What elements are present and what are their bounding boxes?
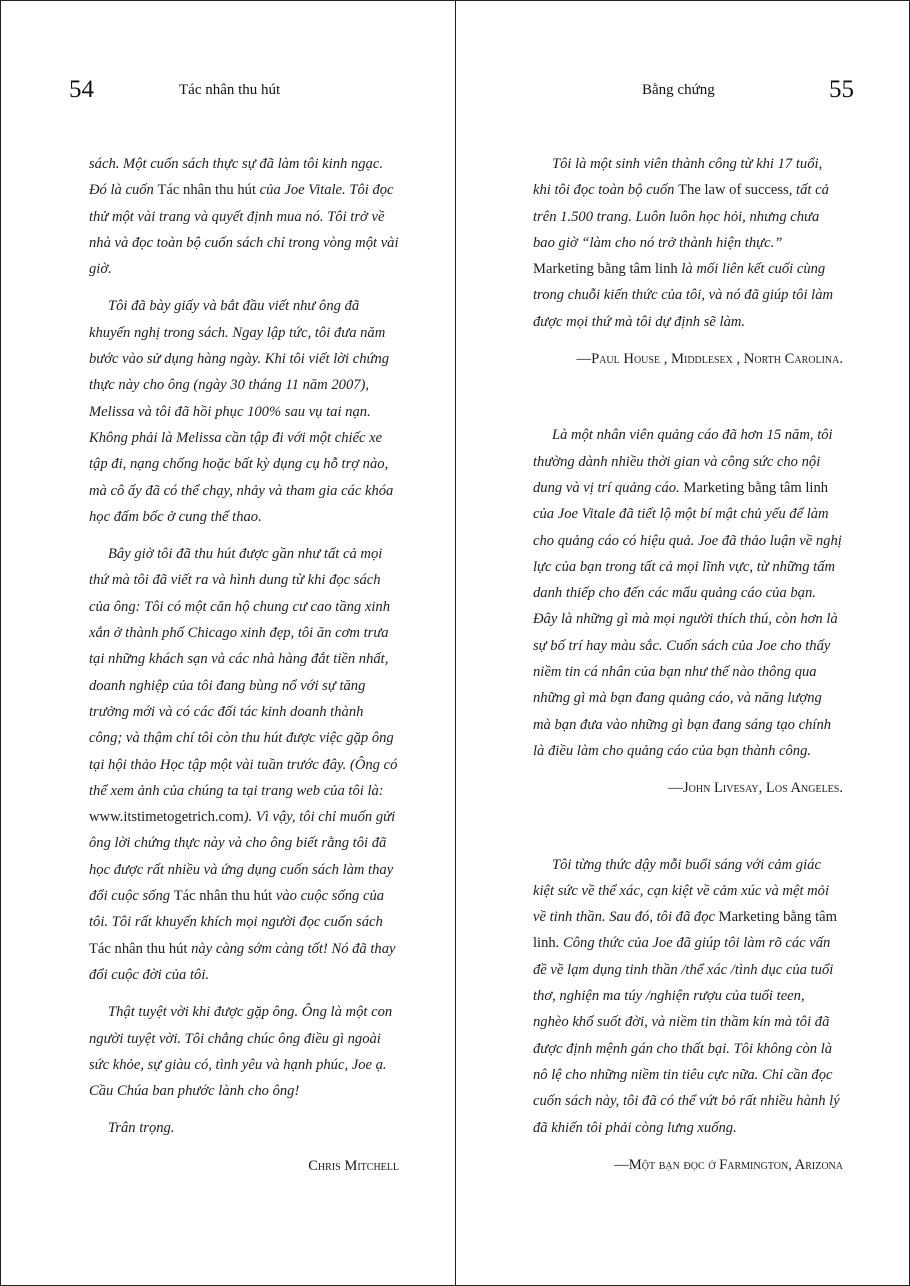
book-title: Tác nhân thu hút [89,940,188,957]
testimonial-2-text-c: của Joe Vitale đã tiết lộ một bí mật chủ yếu để làm cho quảng cáo có hiệu quả. Joe đã thảo luận về nghị lực của bạn trong tất cả mọi lĩnh vực, từ những tấm danh thiếp cho đến các mẩu quảng cáo của bạn. Đây là những gì mà mọi người thích thú, còn hơn là sự bố trí hay màu sắc. Cuốn sách của Joe cho thấy niềm tin cá nhân của bạn như thế nào thông qua những gì mà bạn đang quảng cáo, và năng lượng mà bạn đưa vào những gì bạn đang sáng tạo chính là điều làm cho quảng cáo của bạn thành công. [533,506,842,759]
left-body-text [89,151,399,1190]
book-title: The law of success [678,182,789,199]
closing-line: Trân trọng. [108,1120,175,1137]
testimonial-3-text-c: . Công thức của Joe đã giúp tôi làm rõ các vấn đề về lạm dụng tinh thần /thể xác /tình dục của tuổi thơ, nghiện ma túy /nghiện rượu của tuổi teen, nghèo khổ suốt đời, và niềm tin thầm kín mà tôi đã được định mệnh gán cho thất bại. Tôi không còn là nô lệ cho những niềm tin tiêu cực nữa. Chỉ cần đọc cuốn sách này, tôi đã có thể vứt bỏ rất nhiều hành lý đã khiến tôi phải còng lưng xuống. [533,935,840,1136]
testimonial-1 [533,151,843,335]
testimonial-1-text-a: Tôi là một sinh viên thành công từ khi 17 tuổi, khi tôi đọc toàn bộ cuốn [533,156,823,199]
signature: Chris Mitchell [308,1157,399,1174]
paragraph-2: Tôi đã bày giấy và bắt đầu viết như ông đã khuyến nghị trong sách. Ngay lập tức, tôi đưa năm bước vào sử dụng hàng ngày. Khi tôi viết lời chứng thực này cho ông (ngày 30 tháng 11 năm 2007), Melissa và tôi đã hồi phục 100% sau vụ tai nạn. Không phải là Melissa cần tập đi với một chiếc xe tập đi, nạng chống hoặc bất kỳ dụng cụ hỗ trợ nào, mà cô ấy đã có thể chạy, nhảy và tham gia các khóa học đấm bốc ở cung thể thao. [89,298,394,525]
section-gap [533,383,843,422]
paragraph-3 [89,541,399,988]
testimonial-1-text-e: là mối liên kết cuối cùng trong chuỗi kiến thức của tôi, và nó đã giúp tôi làm được mọi thứ mà tôi dự định sẽ làm. [533,261,834,330]
testimonial-1-text-c: , tất cả trên 1.500 trang. Luôn luôn học hỏi, nhưng chưa bao giờ “làm cho nó trở thành hiện thực.” [533,182,829,251]
testimonial-2 [533,422,843,764]
running-head-left: Tác nhân thu hút [179,82,281,98]
testimonial-1-attribution: —Paul House , Middlesex , North Carolina. [576,351,843,368]
book-title: Tác nhân thu hút [173,888,273,905]
paragraph-3-text-e: vào cuộc sống của tôi. Tôi rất khuyến khích mọi người đọc cuốn sách [89,888,385,931]
section-gap [533,813,843,852]
book-title: Marketing bằng tâm linh [533,261,678,278]
page-number-right: 55 [829,76,854,103]
paragraph-3-text-a: Bây giờ tôi đã thu hút được gần như tất cả mọi thứ mà tôi đã viết ra và hình dung từ khi đọc sách của ông: Tôi có một căn hộ chung cư cao tầng xinh xắn ở thành phố Chicago xinh đẹp, tôi ăn cơm trưa tại những khách sạn và các nhà hàng đắt tiền nhất, doanh nghiệp của tôi đang bùng nổ với sự tăng trưởng mới và có các đối tác kinh doanh thành công; và thậm chí tôi còn thu hút được việc gặp ông tại hội thảo Học tập một vài tuần trước đây. (Ông có thể xem ảnh của chúng ta tại trang web của tôi là: [89,546,398,799]
running-head-right: Bằng chứng [642,82,715,98]
paragraph-3-text-g: này càng sớm càng tốt! Nó đã thay đổi cuộc đời của tôi. [89,940,396,983]
book-title: Tác nhân thu hút [157,182,256,199]
testimonial-2-text-a: Là một nhân viên quảng cáo đã hơn 15 năm, tôi thường dành nhiều thời gian và công sức cho nội dung và vị trí quảng cáo. [533,427,833,496]
website-url: www.itstimetogetrich.com [89,809,244,826]
page-number-left: 54 [69,76,94,103]
paragraph-4: Thật tuyệt vời khi được gặp ông. Ông là một con người tuyệt vời. Tôi chẳng chúc ông điều gì ngoài sức khỏe, sự giàu có, tình yêu và hạnh phúc, Joe ạ. Cầu Chúa ban phước lành cho ông! [89,1004,393,1100]
testimonial-2-attribution: —John Livesay, Los Angeles. [668,780,843,797]
testimonial-3 [533,852,843,1141]
paragraph-1 [89,151,399,282]
book-title: Marketing bằng tâm linh [683,479,829,496]
testimonial-3-attribution: —Một bạn đọc ở Farmington, Arizona [614,1156,843,1173]
right-body-text [533,151,843,1189]
book-title: Marketing bằng tâm linh [533,909,837,952]
left-page [1,1,455,1285]
testimonial-3-text-a: Tôi từng thức dậy mỗi buổi sáng với cảm giác kiệt sức về thể xác, cạn kiệt về cảm xúc và mệt mỏi về tinh thần. Sau đó, tôi đã đọc [533,856,830,926]
paragraph-1-text-c: của Joe Vitale. Tôi đọc thử một vài trang và quyết định mua nó. Tôi trở về nhà và đọc toàn bộ cuốn sách chỉ trong vòng một vài giờ. [89,182,399,278]
right-page [456,1,909,1285]
paragraph-3-text-c: ). Vì vậy, tôi chỉ muốn gửi ông lời chứng thực này và cho ông biết rằng tôi đã học được rất nhiều và ứng dụng cuốn sách làm thay đổi cuộc sống [89,809,396,905]
paragraph-1-text-a: sách. Một cuốn sách thực sự đã làm tôi kinh ngạc. Đó là cuốn [89,156,383,199]
